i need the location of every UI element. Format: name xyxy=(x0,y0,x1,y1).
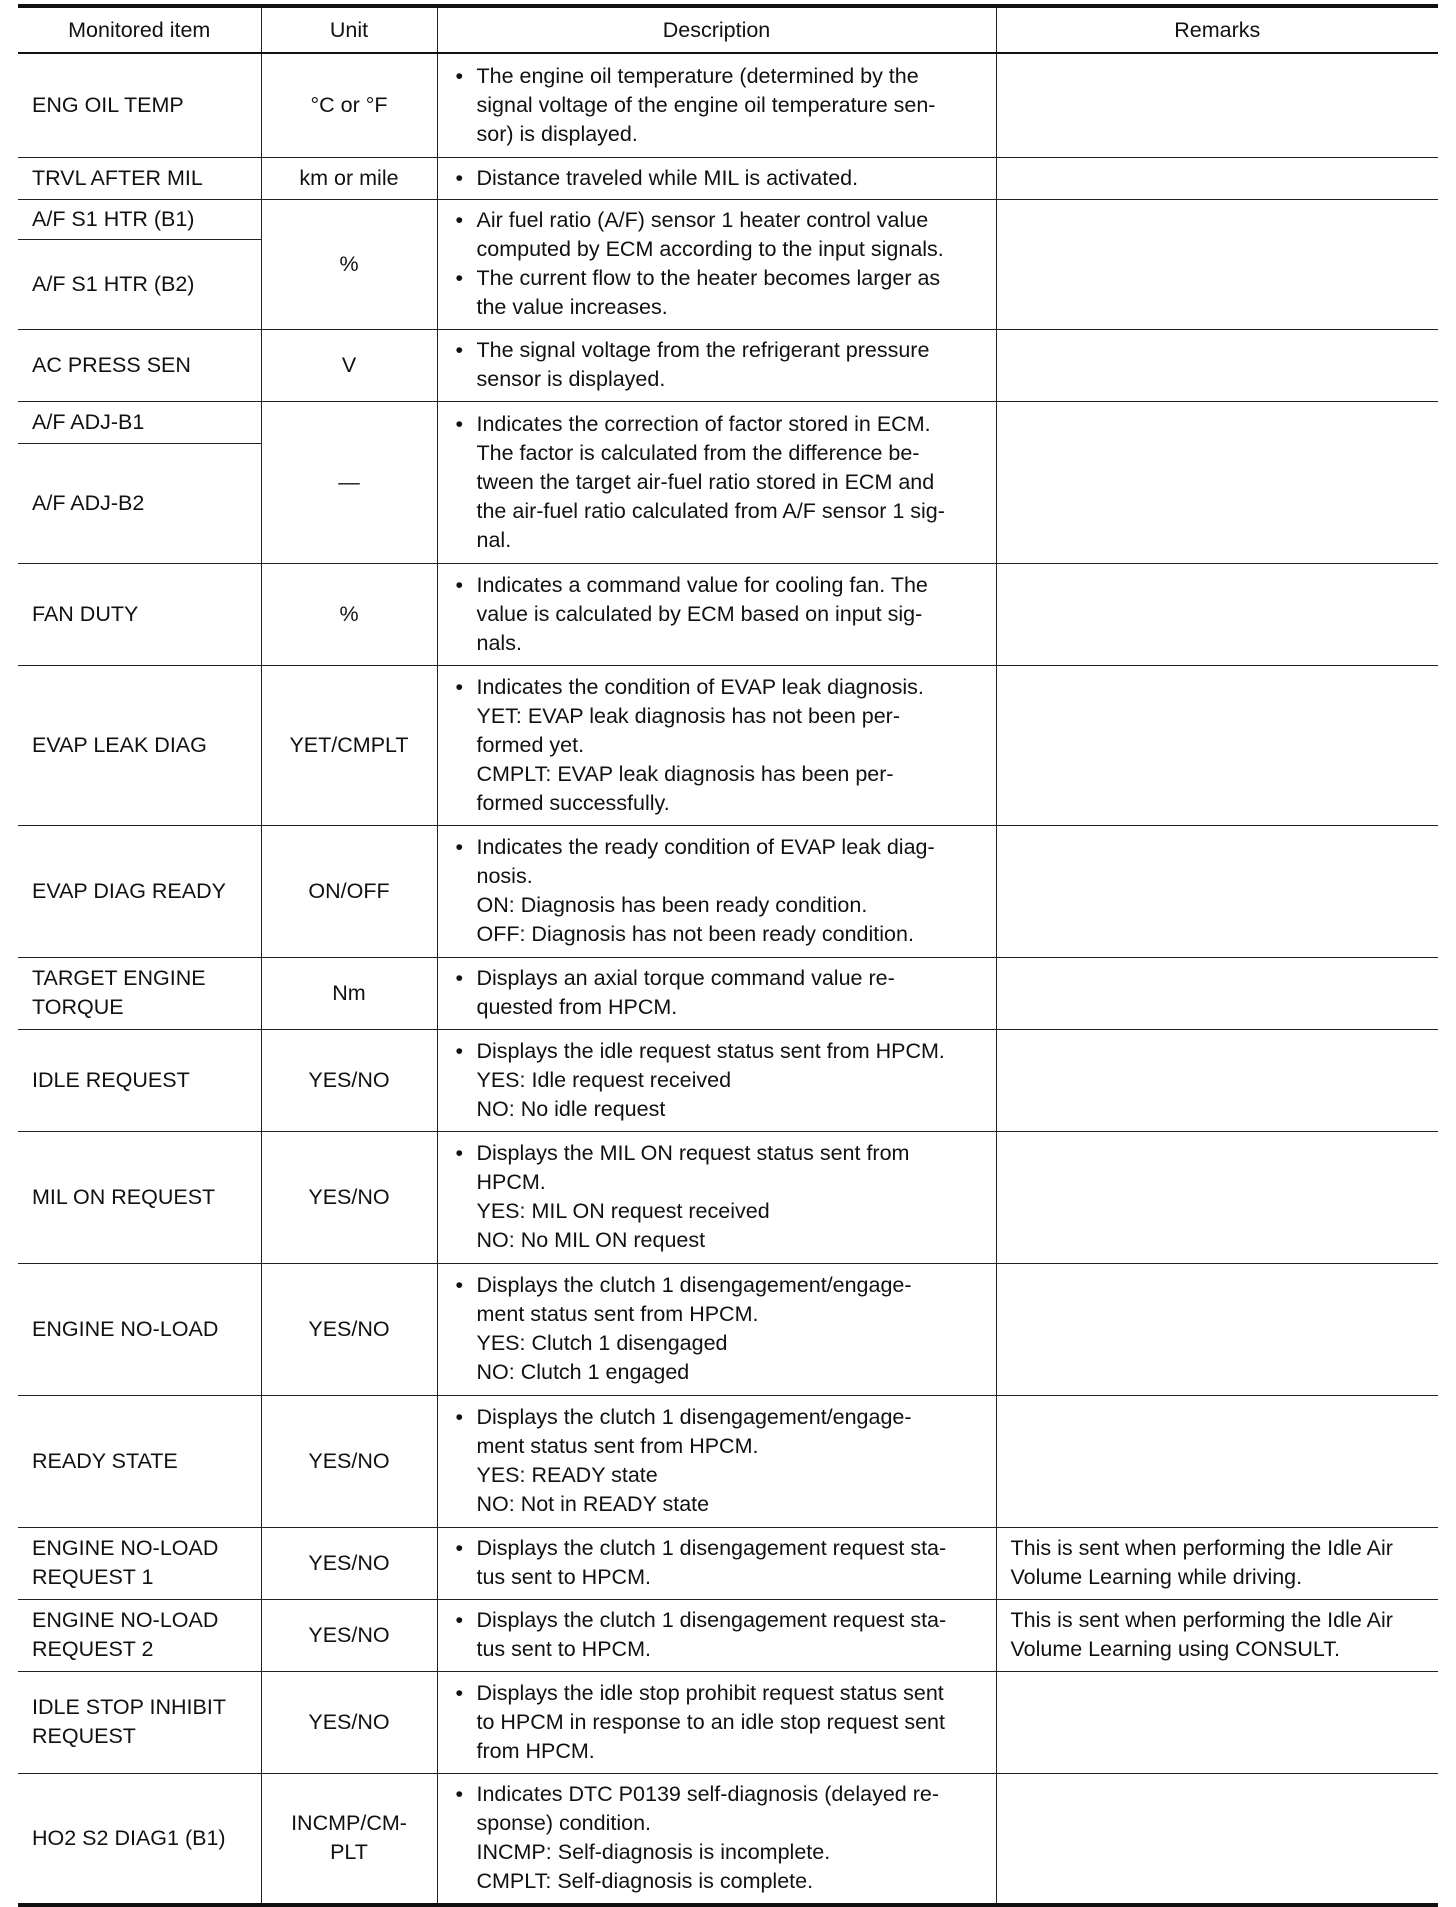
desc-evap-leak-diag xyxy=(437,665,996,825)
desc-line: YET: EVAP leak diagnosis has not been per- xyxy=(476,703,900,728)
desc-line: • Indicates DTC P0139 self-diagnosis (delayed re- xyxy=(452,1780,982,1809)
item-fan-duty: FAN DUTY xyxy=(18,563,261,665)
table-row xyxy=(18,1029,1438,1131)
remarks-cell xyxy=(996,1395,1438,1527)
item-line: TARGET ENGINE xyxy=(32,966,206,990)
desc-line: tus sent to HPCM. xyxy=(476,1637,651,1661)
desc-target-engine-torque xyxy=(437,957,996,1029)
desc-line: • Indicates the correction of factor stored in ECM. xyxy=(452,410,982,439)
desc-line: nals. xyxy=(476,630,522,655)
remarks-line: Volume Learning while driving. xyxy=(1010,1565,1303,1589)
item-line: ENGINE NO-LOAD xyxy=(32,1608,219,1632)
unit-trvl-after-mil: km or mile xyxy=(261,157,437,199)
table-row xyxy=(18,1131,1438,1263)
table-row xyxy=(18,665,1438,825)
remarks-line: This is sent when performing the Idle Air xyxy=(1010,1608,1393,1632)
desc-line: • Indicates a command value for cooling fan. The xyxy=(452,571,982,600)
item-line: REQUEST 1 xyxy=(32,1565,154,1589)
unit-af-s1-htr: % xyxy=(261,199,437,329)
desc-af-adj xyxy=(437,401,996,563)
item-mil-on-request: MIL ON REQUEST xyxy=(18,1131,261,1263)
desc-line: to HPCM in response to an idle stop request sent xyxy=(476,1709,945,1734)
table-row xyxy=(18,1671,1438,1773)
item-ho2-s2-diag1-b1: HO2 S2 DIAG1 (B1) xyxy=(18,1773,261,1905)
remarks-engine-no-load-request-1 xyxy=(996,1527,1438,1599)
remarks-cell xyxy=(996,665,1438,825)
unit-idle-request: YES/NO xyxy=(261,1029,437,1131)
desc-line: nal. xyxy=(476,527,512,552)
desc-fan-duty xyxy=(437,563,996,665)
unit-fan-duty: % xyxy=(261,563,437,665)
remarks-cell xyxy=(996,1263,1438,1395)
remarks-cell xyxy=(996,157,1438,199)
unit-idle-stop-inhibit-request: YES/NO xyxy=(261,1671,437,1773)
desc-line: • Distance traveled while MIL is activated. xyxy=(452,164,982,193)
desc-line: ON: Diagnosis has been ready condition. xyxy=(476,893,868,917)
remarks-line: This is sent when performing the Idle Air xyxy=(1010,1536,1393,1560)
desc-line: CMPLT: Self-diagnosis is complete. xyxy=(476,1869,814,1894)
remarks-cell xyxy=(996,1671,1438,1773)
item-af-adj-b1: A/F ADJ-B1 xyxy=(18,401,261,443)
desc-line: • Displays the idle stop prohibit request status sent xyxy=(452,1679,982,1708)
table-row xyxy=(18,957,1438,1029)
monitored-items-table xyxy=(18,4,1438,1907)
table-row xyxy=(18,401,1438,443)
desc-line: • Displays the clutch 1 disengagement/engage- xyxy=(452,1403,982,1432)
item-af-s1-htr-b2: A/F S1 HTR (B2) xyxy=(18,239,261,329)
desc-line: tus sent to HPCM. xyxy=(476,1565,651,1589)
remarks-cell xyxy=(996,1131,1438,1263)
table-row xyxy=(18,1527,1438,1599)
desc-line: nosis. xyxy=(476,864,533,888)
remarks-line: Volume Learning using CONSULT. xyxy=(1010,1637,1340,1661)
desc-line: NO: Clutch 1 engaged xyxy=(476,1360,690,1384)
desc-line: quested from HPCM. xyxy=(476,995,678,1019)
desc-engine-no-load xyxy=(437,1263,996,1395)
table-row xyxy=(18,1599,1438,1671)
item-evap-leak-diag: EVAP LEAK DIAG xyxy=(18,665,261,825)
desc-line: from HPCM. xyxy=(476,1738,595,1763)
desc-line: • Indicates the condition of EVAP leak diagnosis. xyxy=(452,673,982,702)
desc-ac-press-sen xyxy=(437,329,996,401)
desc-line: • Displays the clutch 1 disengagement request sta- xyxy=(452,1534,982,1563)
desc-line: YES: Idle request received xyxy=(476,1067,732,1092)
unit-ho2-s2-diag1-b1 xyxy=(261,1773,437,1905)
desc-line: NO: Not in READY state xyxy=(476,1492,710,1516)
desc-line: ment status sent from HPCM. xyxy=(476,1302,759,1326)
header-description: Description xyxy=(437,6,996,53)
desc-trvl-after-mil xyxy=(437,157,996,199)
item-af-adj-b2: A/F ADJ-B2 xyxy=(18,443,261,563)
desc-line: • Indicates the ready condition of EVAP leak diag- xyxy=(452,833,982,862)
table-row xyxy=(18,53,1438,157)
desc-line: computed by ECM according to the input signals. xyxy=(476,237,944,261)
desc-line: YES: MIL ON request received xyxy=(476,1199,770,1223)
unit-line: PLT xyxy=(330,1840,368,1865)
desc-line: YES: Clutch 1 disengaged xyxy=(476,1331,728,1355)
desc-idle-request xyxy=(437,1029,996,1131)
desc-engine-no-load-request-2 xyxy=(437,1599,996,1671)
item-ready-state: READY STATE xyxy=(18,1395,261,1527)
remarks-cell xyxy=(996,329,1438,401)
desc-line: • Displays an axial torque command value re- xyxy=(452,964,982,993)
desc-line: INCMP: Self-diagnosis is incomplete. xyxy=(476,1840,831,1865)
table-row xyxy=(18,1773,1438,1905)
table-row xyxy=(18,199,1438,239)
unit-evap-diag-ready: ON/OFF xyxy=(261,825,437,957)
remarks-cell xyxy=(996,1029,1438,1131)
item-idle-request: IDLE REQUEST xyxy=(18,1029,261,1131)
item-trvl-after-mil: TRVL AFTER MIL xyxy=(18,157,261,199)
item-line: REQUEST xyxy=(32,1724,136,1748)
unit-ready-state: YES/NO xyxy=(261,1395,437,1527)
table-row xyxy=(18,1263,1438,1395)
unit-line: INCMP/CM- xyxy=(291,1811,407,1836)
remarks-engine-no-load-request-2 xyxy=(996,1599,1438,1671)
desc-af-s1-htr xyxy=(437,199,996,329)
unit-evap-leak-diag: YET/CMPLT xyxy=(261,665,437,825)
unit-target-engine-torque: Nm xyxy=(261,957,437,1029)
unit-engine-no-load: YES/NO xyxy=(261,1263,437,1395)
desc-line: formed yet. xyxy=(476,732,585,757)
header-remarks: Remarks xyxy=(996,6,1438,53)
item-line: IDLE STOP INHIBIT xyxy=(32,1695,226,1719)
desc-line: signal voltage of the engine oil temperature sen- xyxy=(476,92,936,117)
desc-ready-state xyxy=(437,1395,996,1527)
remarks-cell xyxy=(996,1773,1438,1905)
item-eng-oil-temp: ENG OIL TEMP xyxy=(18,53,261,157)
item-af-s1-htr-b1: A/F S1 HTR (B1) xyxy=(18,199,261,239)
desc-idle-stop-inhibit-request xyxy=(437,1671,996,1773)
desc-line: HPCM. xyxy=(476,1170,546,1194)
header-unit: Unit xyxy=(261,6,437,53)
desc-line: formed successfully. xyxy=(476,790,670,815)
desc-line: ment status sent from HPCM. xyxy=(476,1434,759,1458)
unit-eng-oil-temp: °C or °F xyxy=(261,53,437,157)
desc-line: • The signal voltage from the refrigerant pressure xyxy=(452,336,982,365)
table-row xyxy=(18,825,1438,957)
item-line: REQUEST 2 xyxy=(32,1637,154,1661)
item-target-engine-torque xyxy=(18,957,261,1029)
item-engine-no-load: ENGINE NO-LOAD xyxy=(18,1263,261,1395)
item-line: TORQUE xyxy=(32,995,124,1019)
desc-line: • Displays the MIL ON request status sent from xyxy=(452,1139,982,1168)
desc-line: • Displays the clutch 1 disengagement/engage- xyxy=(452,1271,982,1300)
desc-line: value is calculated by ECM based on input sig- xyxy=(476,601,923,626)
desc-line: • Displays the clutch 1 disengagement request sta- xyxy=(452,1606,982,1635)
desc-line: NO: No idle request xyxy=(476,1096,666,1121)
desc-line: the value increases. xyxy=(476,295,668,319)
unit-engine-no-load-request-2: YES/NO xyxy=(261,1599,437,1671)
desc-line: YES: READY state xyxy=(476,1463,658,1487)
desc-line: • Displays the idle request status sent from HPCM. xyxy=(452,1037,982,1066)
desc-evap-diag-ready xyxy=(437,825,996,957)
desc-line: tween the target air-fuel ratio stored in ECM and xyxy=(476,469,935,494)
item-engine-no-load-request-1 xyxy=(18,1527,261,1599)
item-ac-press-sen: AC PRESS SEN xyxy=(18,329,261,401)
table-row xyxy=(18,1395,1438,1527)
desc-line: • The current flow to the heater becomes larger as xyxy=(452,264,982,293)
desc-line: OFF: Diagnosis has not been ready condition. xyxy=(476,922,914,946)
desc-eng-oil-temp xyxy=(437,53,996,157)
remarks-cell xyxy=(996,957,1438,1029)
header-monitored-item: Monitored item xyxy=(18,6,261,53)
desc-engine-no-load-request-1 xyxy=(437,1527,996,1599)
remarks-cell xyxy=(996,825,1438,957)
remarks-cell xyxy=(996,401,1438,563)
table-row xyxy=(18,157,1438,199)
desc-mil-on-request xyxy=(437,1131,996,1263)
desc-ho2-s2-diag1-b1 xyxy=(437,1773,996,1905)
item-evap-diag-ready: EVAP DIAG READY xyxy=(18,825,261,957)
desc-line: The factor is calculated from the difference be- xyxy=(476,440,920,465)
desc-line: sensor is displayed. xyxy=(476,367,666,391)
unit-mil-on-request: YES/NO xyxy=(261,1131,437,1263)
desc-line: sor) is displayed. xyxy=(476,121,638,146)
desc-line: NO: No MIL ON request xyxy=(476,1228,706,1252)
table-row xyxy=(18,329,1438,401)
remarks-cell xyxy=(996,563,1438,665)
desc-line: sponse) condition. xyxy=(476,1811,651,1836)
item-line: ENGINE NO-LOAD xyxy=(32,1536,219,1560)
table-row xyxy=(18,563,1438,665)
desc-line: • Air fuel ratio (A/F) sensor 1 heater control value xyxy=(452,206,982,235)
desc-line: CMPLT: EVAP leak diagnosis has been per- xyxy=(476,761,894,786)
desc-line: the air-fuel ratio calculated from A/F sensor 1 sig- xyxy=(476,498,945,523)
unit-engine-no-load-request-1: YES/NO xyxy=(261,1527,437,1599)
remarks-cell xyxy=(996,199,1438,329)
remarks-cell xyxy=(996,53,1438,157)
desc-line: • The engine oil temperature (determined by the xyxy=(452,62,982,91)
item-idle-stop-inhibit-request xyxy=(18,1671,261,1773)
header-row xyxy=(18,6,1438,53)
unit-ac-press-sen: V xyxy=(261,329,437,401)
item-engine-no-load-request-2 xyxy=(18,1599,261,1671)
unit-af-adj: — xyxy=(261,401,437,563)
